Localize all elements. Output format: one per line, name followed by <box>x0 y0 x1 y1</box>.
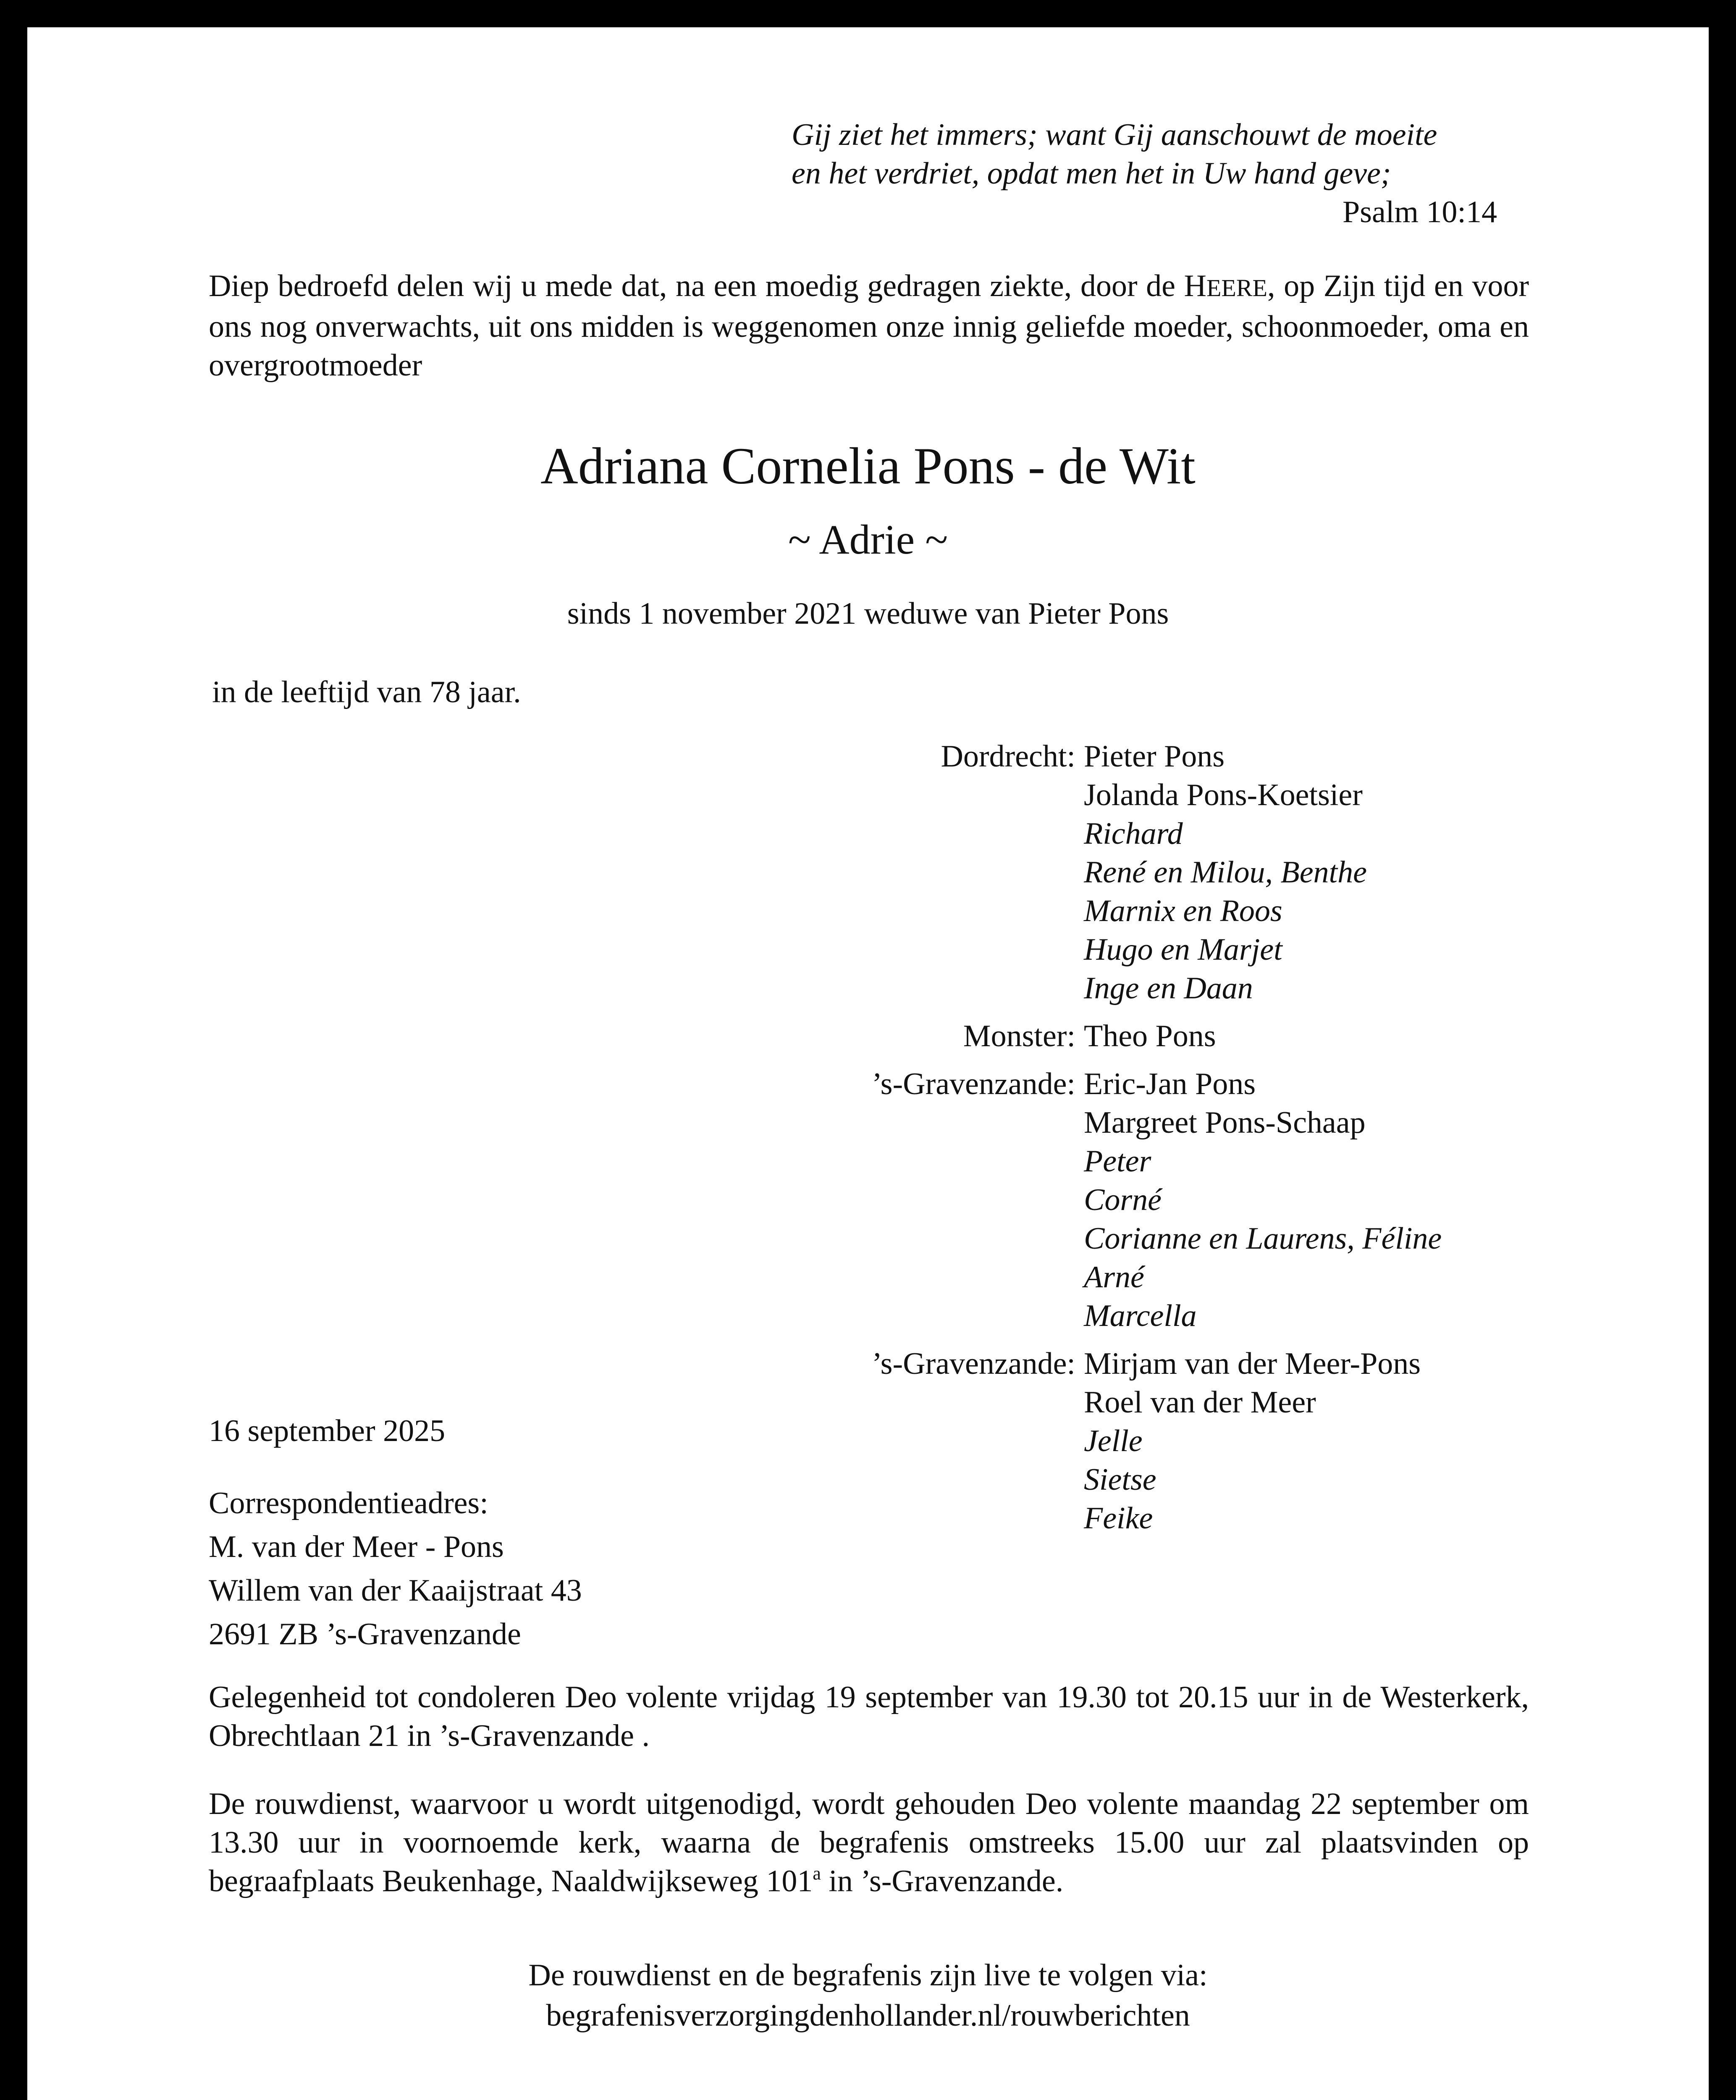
intro-text-start: Diep bedroefd delen wij u mede dat, na een moedig gedragen ziekte, door de <box>209 269 1184 303</box>
grandchild-name: Corianne en Laurens, Féline <box>1084 1221 1442 1256</box>
deceased-nickname: ~ Adrie ~ <box>788 516 948 563</box>
family-members <box>1084 737 1367 1008</box>
psalm-line-2: en het verdriet, opdat men het in Uw hand geve; <box>792 156 1391 191</box>
grandchild-name: Marnix en Roos <box>1084 894 1282 928</box>
family-group-gap <box>741 1335 1442 1344</box>
intro-text-end: , op Zijn tijd en voor ons nog onverwachts, uit ons midden is weggenomen onze innig geliefde moeder, schoonmoeder, oma en overgrootmoeder <box>209 269 1529 383</box>
grandchild-name: Hugo en Marjet <box>1084 932 1282 967</box>
address-superscript: a <box>813 1863 821 1884</box>
psalm-reference: Psalm 10:14 <box>1343 195 1497 229</box>
family-members <box>1084 1344 1421 1538</box>
family-place: ’s-Gravenzande: <box>872 1347 1075 1381</box>
grandchild-name: René en Milou, Benthe <box>1084 855 1367 890</box>
family-group <box>741 1017 1442 1055</box>
service-text: De rouwdienst, waarvoor u wordt uitgenodigd, wordt gehouden Deo volente maandag 22 september om 13.30 uur in voornoemde kerk, waarna de begrafenis omstreeks 15.00 uur zal plaatsvinden op begraafplaats Beukenhage, Naaldwijkseweg 101 <box>209 1787 1529 1898</box>
family-group <box>741 1344 1442 1538</box>
family-place: ’s-Gravenzande: <box>872 1067 1075 1101</box>
correspondence-address <box>209 1481 582 1656</box>
family-member-name: Jolanda Pons-Koetsier <box>1084 778 1363 812</box>
family-member-name: Eric-Jan Pons <box>1084 1067 1256 1101</box>
heere-small-caps: EERE <box>1206 274 1267 302</box>
family-list <box>741 737 1442 1538</box>
service-text-end: in ’s-Gravenzande. <box>821 1864 1064 1898</box>
livestream-url: begrafenisverzorgingdenhollander.nl/rouwberichten <box>546 1998 1190 2033</box>
family-group-gap <box>741 1008 1442 1017</box>
grandchild-name: Inge en Daan <box>1084 971 1253 1005</box>
family-members <box>1084 1065 1442 1335</box>
family-members <box>1084 1017 1216 1055</box>
heere-initial: H <box>1184 269 1206 303</box>
grandchild-name: Arné <box>1084 1260 1144 1294</box>
family-member-name: Pieter Pons <box>1084 739 1225 774</box>
grandchild-name: Marcella <box>1084 1299 1197 1333</box>
correspondence-label: Correspondentieadres: <box>209 1486 488 1520</box>
grandchild-name: Corné <box>1084 1183 1162 1217</box>
service-paragraph <box>209 1785 1529 1900</box>
livestream-info <box>27 1955 1709 2036</box>
family-place: Monster: <box>963 1019 1075 1053</box>
psalm-line-1: Gij ziet het immers; want Gij aanschouwt de moeite <box>792 118 1437 152</box>
notice-date: 16 september 2025 <box>209 1414 446 1448</box>
correspondence-name: M. van der Meer - Pons <box>209 1530 504 1564</box>
announcement-intro <box>209 267 1529 385</box>
family-place: Dordrecht: <box>941 739 1075 774</box>
family-group <box>741 1065 1442 1335</box>
psalm-quote <box>792 116 1501 231</box>
family-member-name: Theo Pons <box>1084 1019 1216 1053</box>
family-member-name: Margreet Pons-Schaap <box>1084 1105 1366 1140</box>
deceased-name: Adriana Cornelia Pons - de Wit <box>540 437 1196 495</box>
grandchild-name: Richard <box>1084 816 1183 851</box>
grandchild-name: Sietse <box>1084 1462 1156 1497</box>
correspondence-street: Willem van der Kaaijstraat 43 <box>209 1573 582 1608</box>
age-line: in de leeftijd van 78 jaar. <box>212 675 521 709</box>
correspondence-city: 2691 ZB ’s-Gravenzande <box>209 1617 521 1651</box>
family-group <box>741 737 1442 1008</box>
family-group-gap <box>741 1055 1442 1065</box>
widow-line: sinds 1 november 2021 weduwe van Pieter Pons <box>567 596 1169 631</box>
grandchild-name: Jelle <box>1084 1424 1143 1458</box>
livestream-line: De rouwdienst en de begrafenis zijn live te volgen via: <box>528 1958 1208 1992</box>
family-member-name: Mirjam van der Meer-Pons <box>1084 1347 1421 1381</box>
grandchild-name: Feike <box>1084 1501 1153 1536</box>
condolence-paragraph: Gelegenheid tot condoleren Deo volente vrijdag 19 september van 19.30 tot 20.15 uur in de Westerkerk, Obrechtlaan 21 in ’s-Gravenzande . <box>209 1680 1529 1753</box>
grandchild-name: Peter <box>1084 1144 1151 1179</box>
death-notice-card <box>27 27 1709 2100</box>
family-member-name: Roel van der Meer <box>1084 1385 1316 1420</box>
